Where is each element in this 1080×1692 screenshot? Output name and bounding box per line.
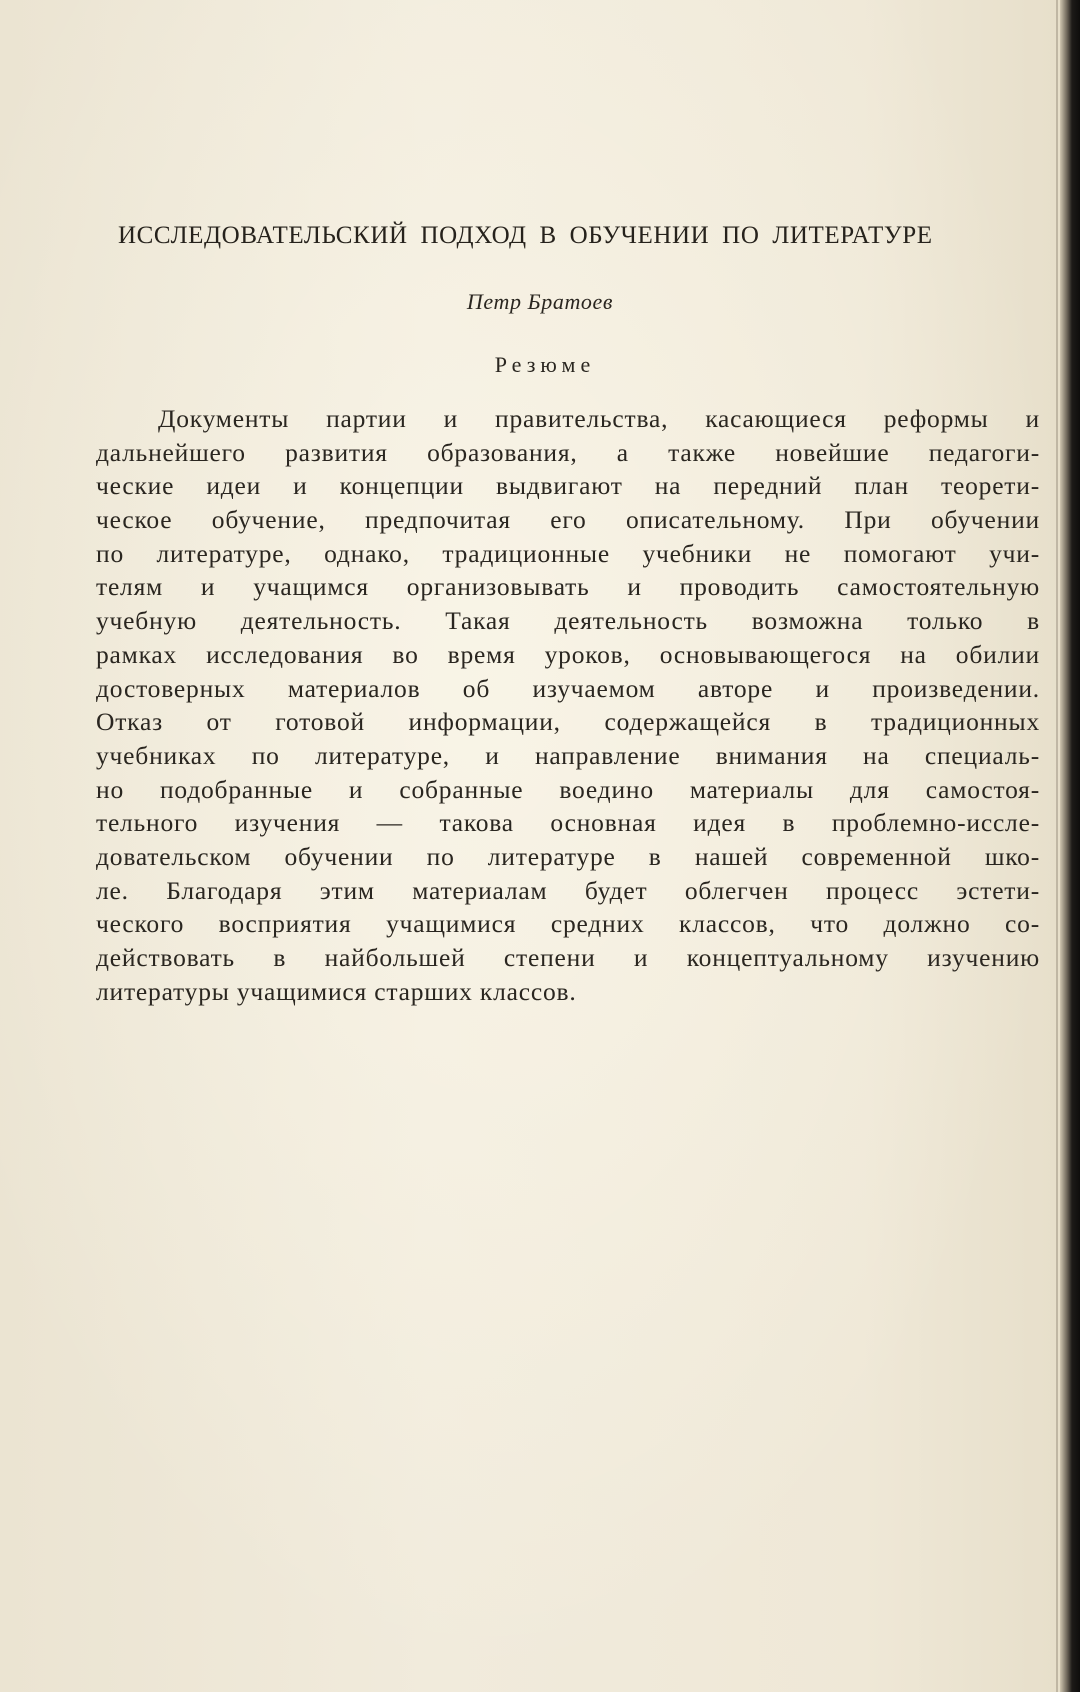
body-line: но подобранные и собранные воедино материалы для самостоя- (96, 774, 1040, 804)
book-spine-edge (1060, 0, 1080, 1692)
body-line: Документы партии и правительства, касающиеся реформы и (158, 404, 1040, 433)
body-line: учебниках по литературе, и направление внимания на специаль- (96, 740, 1040, 770)
body-line: ческое обучение, предпочитая его описательному. При обучении (96, 505, 1040, 535)
body-line: тельного изучения — такова основная идея в проблемно-иссле- (96, 808, 1040, 838)
body-line: телям и учащимся организовывать и проводить самостоятельную (96, 572, 1040, 602)
body-line: ческие идеи и концепции выдвигают на передний план теорети- (96, 471, 1040, 501)
body-line: дальнейшего развития образования, а также новейшие педагоги- (96, 437, 1040, 467)
body-line: довательском обучении по литературе в нашей современной шко- (96, 841, 1040, 871)
body-line: рамках исследования во время уроков, основывающегося на обилии (96, 639, 1040, 669)
summary-body (96, 402, 1040, 1008)
body-line: ле. Благодаря этим материалам будет облегчен процесс эстети- (96, 875, 1040, 905)
body-line: литературы учащимися старших классов. (96, 976, 577, 1006)
body-line: ческого восприятия учащимися средних классов, что должно со- (96, 909, 1040, 939)
body-line: учебную деятельность. Такая деятельность возможна только в (96, 606, 1040, 636)
body-line: по литературе, однако, традиционные учебники не помогают учи- (96, 538, 1040, 568)
page-edge-shadow (1056, 0, 1058, 1692)
body-line: достоверных материалов об изучаемом авторе и произведении. (96, 673, 1040, 703)
article-author: Петр Братоев (466, 289, 614, 314)
article-title: ИССЛЕДОВАТЕЛЬСКИЙ ПОДХОД В ОБУЧЕНИИ ПО ЛИТЕРАТУРЕ (118, 222, 933, 249)
body-line: Отказ от готовой информации, содержащейся в традиционных (96, 707, 1040, 737)
summary-heading: Резюме (494, 352, 596, 377)
body-line: действовать в найбольшей степени и концептуальному изучению (96, 943, 1040, 972)
